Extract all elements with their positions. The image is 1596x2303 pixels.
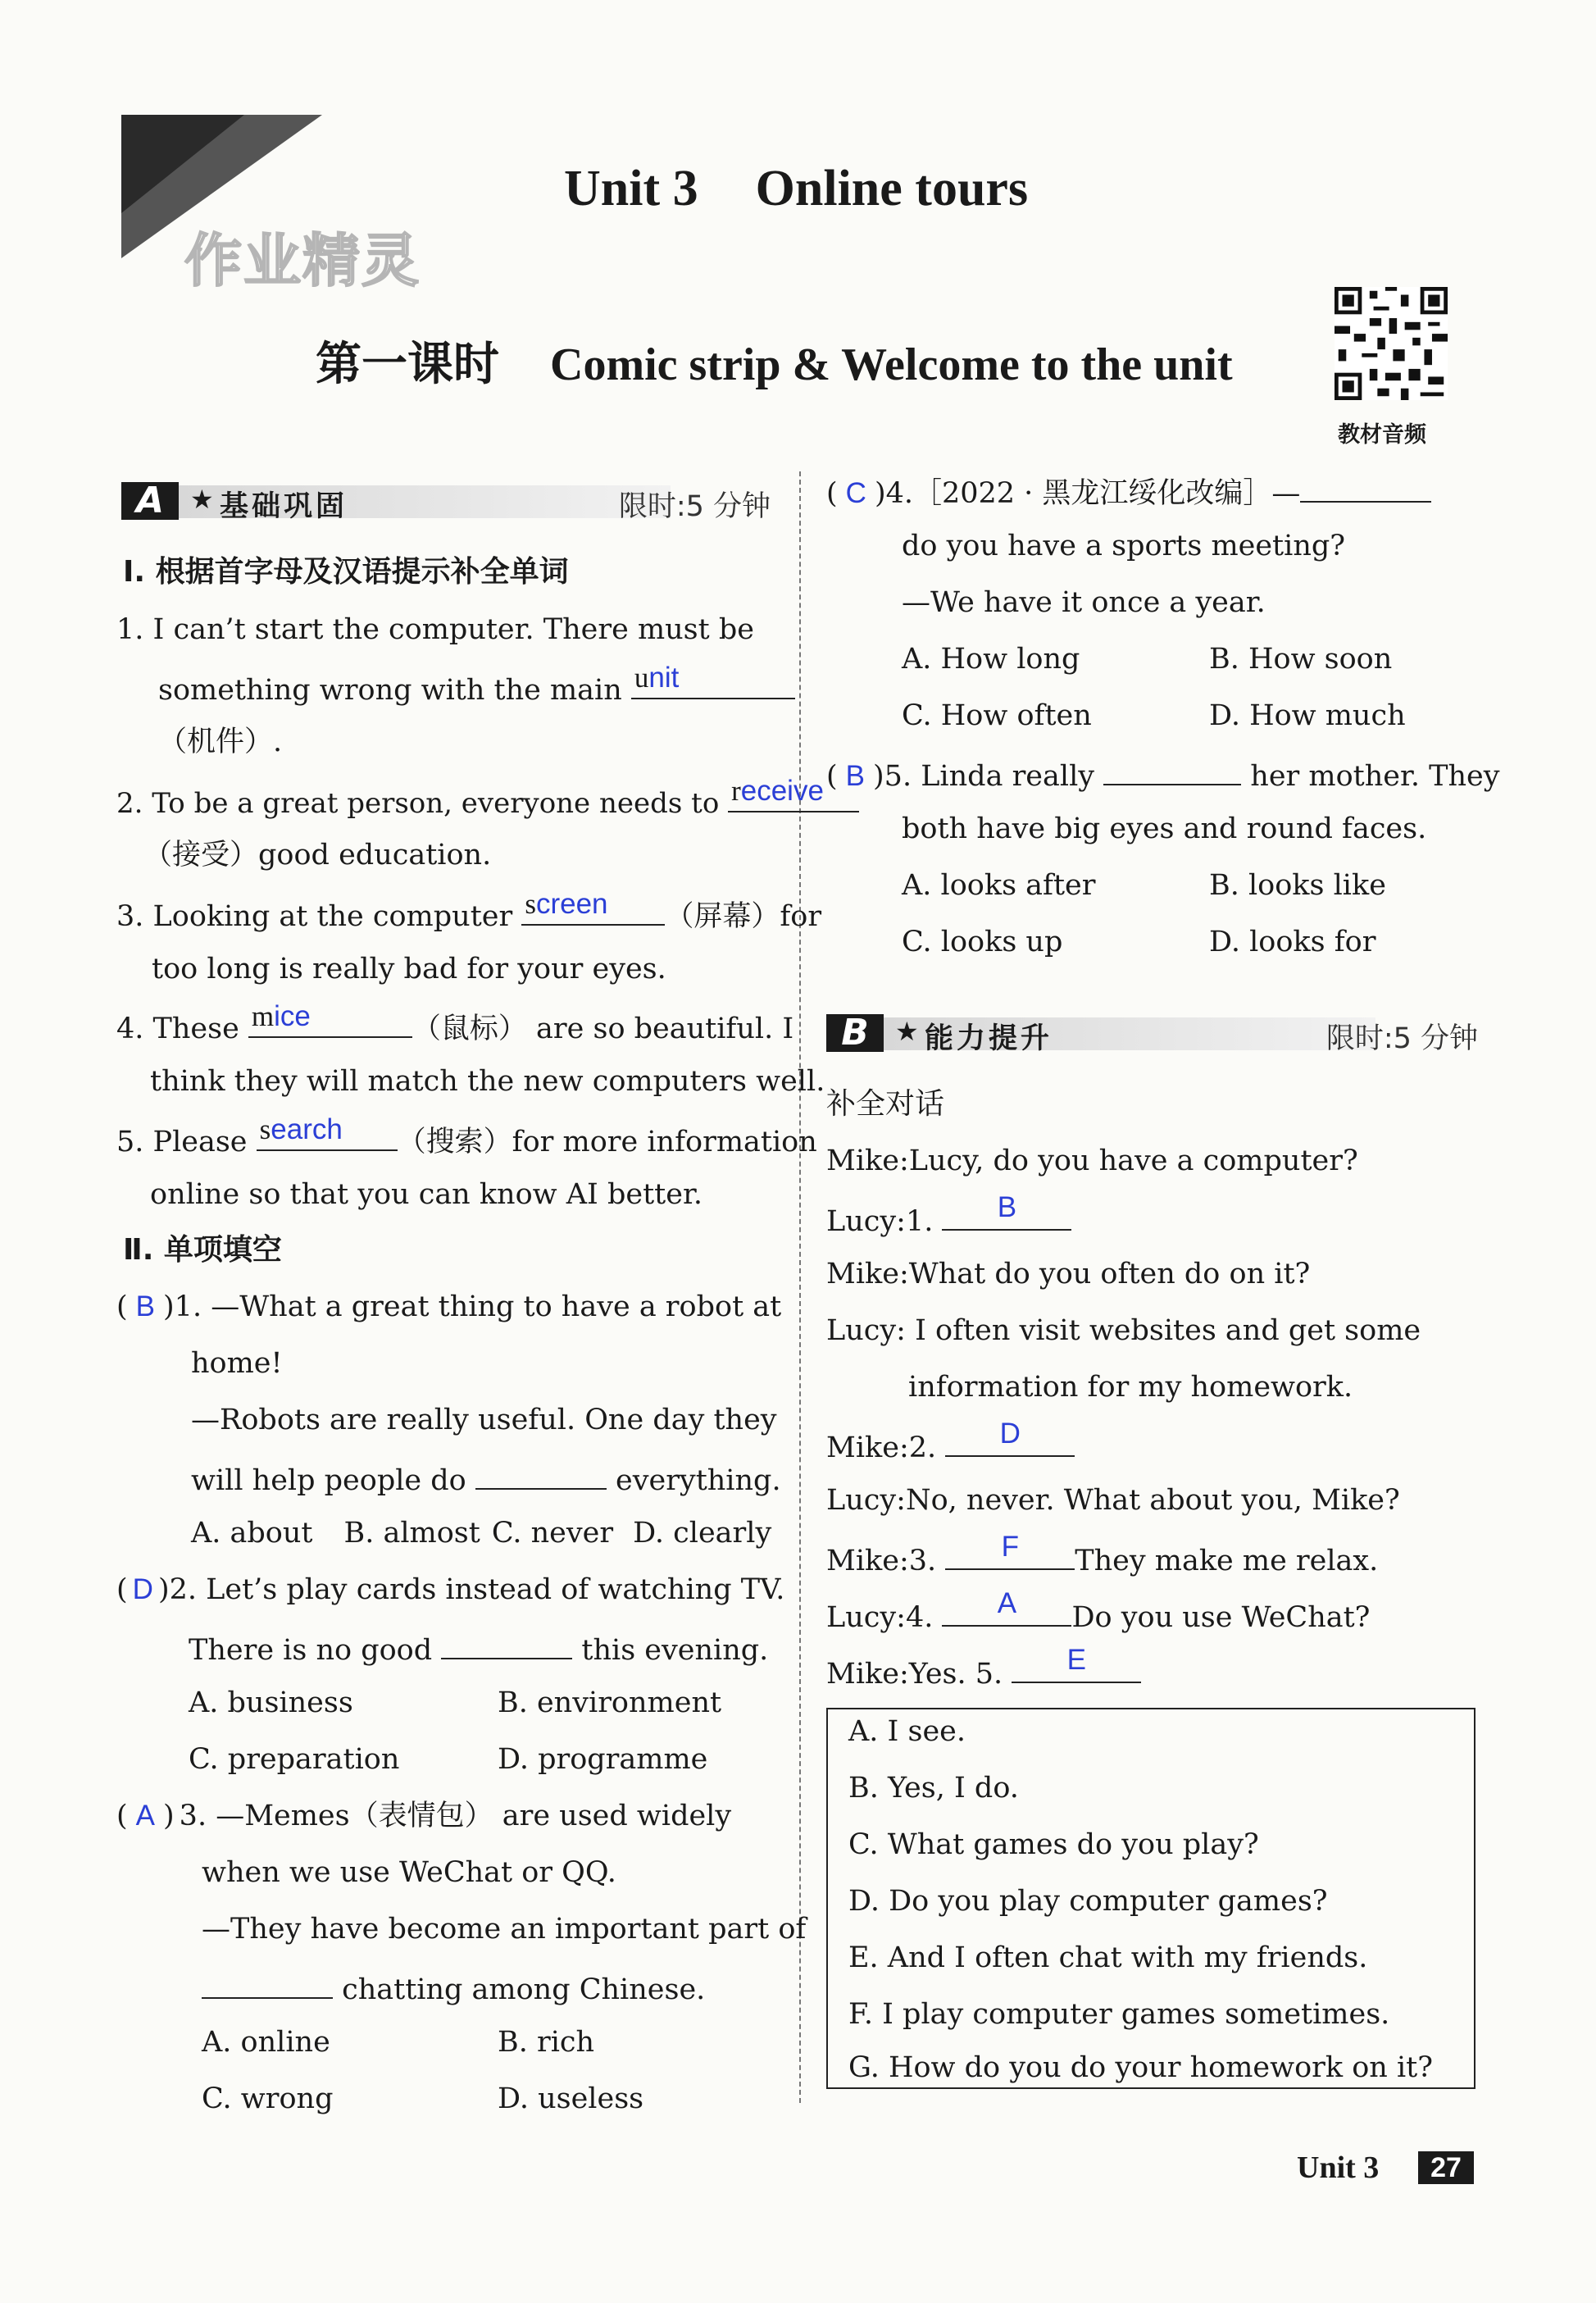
mc-q2-line2: There is no good this evening.	[189, 1628, 768, 1668]
dialogue-option-g: G. How do you do your homework on it?	[848, 2051, 1433, 2084]
qr-code-icon[interactable]	[1335, 287, 1448, 400]
footer-unit: Unit 3	[1297, 2151, 1380, 2185]
dialogue-option-b: B. Yes, I do.	[848, 1772, 1019, 1805]
mc-q4-answer: C	[845, 477, 866, 509]
mc-q2-blank[interactable]	[441, 1628, 572, 1659]
column-divider	[799, 471, 801, 2103]
part1-q3-line2: too long is really bad for your eyes.	[152, 953, 666, 985]
dialogue-line-7: Mike:3. F They make me relax.	[826, 1531, 1379, 1577]
mc-q3-opt-a: A. online	[202, 2026, 330, 2059]
mc-q4-opt-b: B. How soon	[1209, 643, 1393, 676]
part1-heading: Ⅰ. 根据首字母及汉语提示补全单词	[123, 555, 569, 589]
mc-q5-opt-c: C. looks up	[902, 926, 1063, 958]
part1-q2-line1: 2. To be a great person, everyone needs to receive	[116, 781, 859, 822]
unit-title: Unit 3 Online tours	[564, 161, 1029, 216]
dialogue-line-8: Lucy:4. A Do you use WeChat?	[826, 1587, 1371, 1634]
mc-q2-opt-d: D. programme	[498, 1743, 708, 1776]
star-icon: ★	[895, 1016, 919, 1047]
part1-q3-blank[interactable]: screen	[521, 894, 665, 926]
mc-q5-opt-a: A. looks after	[902, 869, 1096, 902]
section-b-header	[826, 1014, 1478, 1057]
mc-q5-opt-b: B. looks like	[1209, 869, 1386, 902]
section-b-task: 补全对话	[826, 1087, 945, 1121]
dialogue-line-3: Mike:What do you often do on it?	[826, 1258, 1311, 1290]
part1-q1-line2: something wrong with the main unit	[158, 668, 795, 708]
mc-q4-line1: ( C )4.［2022 · 黑龙江绥化改编］—	[826, 471, 1431, 512]
mc-q3-line3: —They have become an important part of	[202, 1913, 807, 1946]
section-b-time-limit: 限时:5 分钟	[1325, 1022, 1478, 1055]
dialogue-line-4: Lucy: I often visit websites and get some	[826, 1314, 1421, 1347]
mc-q1-options: A. about B. almost C. never D. clearly	[191, 1517, 772, 1550]
page-number: 27	[1418, 2151, 1474, 2184]
mc-q4-line2: do you have a sports meeting?	[902, 530, 1346, 562]
mc-q2-opt-a: A. business	[189, 1686, 353, 1719]
dialogue-option-e: E. And I often chat with my friends.	[848, 1941, 1368, 1974]
part1-q1-line1: 1. I can’t start the computer. There must be	[116, 613, 754, 646]
section-a-title: 基础巩固	[220, 490, 348, 523]
mc-q3-opt-b: B. rich	[498, 2026, 595, 2059]
part1-q1-line3: （机件）.	[158, 726, 283, 758]
mc-q5-line2: both have big eyes and round faces.	[902, 812, 1427, 845]
part1-q4-line1: 4. These mice （鼠标） are so beautiful. I	[116, 1000, 794, 1045]
section-b-badge: B	[826, 1014, 884, 1052]
part1-q5-blank[interactable]: search	[257, 1120, 398, 1151]
mc-q2-line1: ( D )2. Let’s play cards instead of watching TV.	[116, 1573, 785, 1606]
part2-heading: Ⅱ. 单项填空	[123, 1233, 282, 1267]
dialogue-blank-4[interactable]: A	[942, 1595, 1071, 1627]
part1-q5-line1: 5. Please search （搜索）for more information	[116, 1113, 817, 1158]
mc-q1-blank[interactable]	[475, 1459, 607, 1490]
part1-q1-blank[interactable]: unit	[631, 668, 795, 699]
mc-q3-line4: chatting among Chinese.	[202, 1968, 705, 2008]
part1-q2-blank[interactable]: receive	[728, 781, 859, 812]
part1-q2-line2: （接受）good education.	[143, 839, 492, 872]
qr-caption: 教材音频	[1338, 422, 1426, 448]
dialogue-option-d: D. Do you play computer games?	[848, 1885, 1328, 1918]
mc-q2-opt-c: C. preparation	[189, 1743, 400, 1776]
mc-q1-line3: —Robots are really useful. One day they	[191, 1404, 777, 1436]
dialogue-line-1: Mike:Lucy, do you have a computer?	[826, 1145, 1358, 1177]
dialogue-line-5: Mike:2. D	[826, 1426, 1075, 1466]
dialogue-blank-1[interactable]: B	[942, 1199, 1071, 1231]
mc-q3-line2: when we use WeChat or QQ.	[202, 1856, 616, 1889]
watermark-logo: 作业精灵	[184, 227, 421, 294]
mc-q1-line2: home!	[191, 1347, 283, 1380]
part1-q4-line2: think they will match the new computers well.	[150, 1065, 825, 1098]
dialogue-line-6: Lucy:No, never. What about you, Mike?	[826, 1484, 1400, 1517]
mc-q5-blank[interactable]	[1103, 754, 1241, 785]
part1-q3-line1: 3. Looking at the computer screen （屏幕）for	[116, 888, 822, 933]
mc-q4-opt-a: A. How long	[902, 643, 1080, 676]
mc-q5-line1: ( B )5. Linda really her mother. They	[826, 754, 1500, 794]
dialogue-line-4-cont: information for my homework.	[908, 1371, 1353, 1404]
star-icon: ★	[190, 484, 214, 515]
mc-q3-blank[interactable]	[202, 1968, 333, 1999]
dialogue-blank-2[interactable]: D	[945, 1426, 1075, 1457]
mc-q1-line1: ( B )1. —What a great thing to have a robot at	[116, 1290, 782, 1323]
mc-q3-answer: A	[135, 1800, 156, 1832]
section-a-badge: A	[121, 482, 179, 520]
section-a-header	[121, 482, 771, 525]
part1-q5-line2: online so that you can know AI better.	[150, 1178, 703, 1211]
dialogue-option-a: A. I see.	[848, 1715, 966, 1748]
part1-q4-blank[interactable]: mice	[248, 1007, 412, 1038]
dialogue-line-2: Lucy:1. B	[826, 1199, 1071, 1240]
mc-q1-answer: B	[135, 1290, 156, 1322]
dialogue-option-f: F. I play computer games sometimes.	[848, 1998, 1390, 2031]
dialogue-line-9: Mike:Yes. 5. E	[826, 1652, 1141, 1692]
mc-q4-opt-c: C. How often	[902, 699, 1092, 732]
dialogue-option-c: C. What games do you play?	[848, 1828, 1259, 1861]
mc-q4-line3: —We have it once a year.	[902, 586, 1266, 619]
mc-q3-line1: ( A ) 3. —Memes（表情包） are used widely	[116, 1800, 732, 1832]
mc-q3-opt-c: C. wrong	[202, 2082, 334, 2115]
dialogue-blank-5[interactable]: E	[1012, 1652, 1141, 1683]
mc-q2-opt-b: B. environment	[498, 1686, 722, 1719]
lesson-title: 第一课时 Comic strip & Welcome to the unit	[316, 338, 1233, 391]
mc-q5-answer: B	[845, 760, 866, 792]
mc-q4-opt-d: D. How much	[1209, 699, 1406, 732]
mc-q2-answer: D	[132, 1573, 153, 1605]
mc-q1-line4: will help people do everything.	[191, 1459, 781, 1499]
mc-q3-opt-d: D. useless	[498, 2082, 644, 2115]
dialogue-blank-3[interactable]: F	[945, 1539, 1075, 1570]
section-b-title: 能力提升	[925, 1022, 1053, 1055]
mc-q5-opt-d: D. looks for	[1209, 926, 1376, 958]
mc-q4-blank[interactable]	[1300, 471, 1431, 503]
section-a-time-limit: 限时:5 分钟	[618, 490, 771, 523]
